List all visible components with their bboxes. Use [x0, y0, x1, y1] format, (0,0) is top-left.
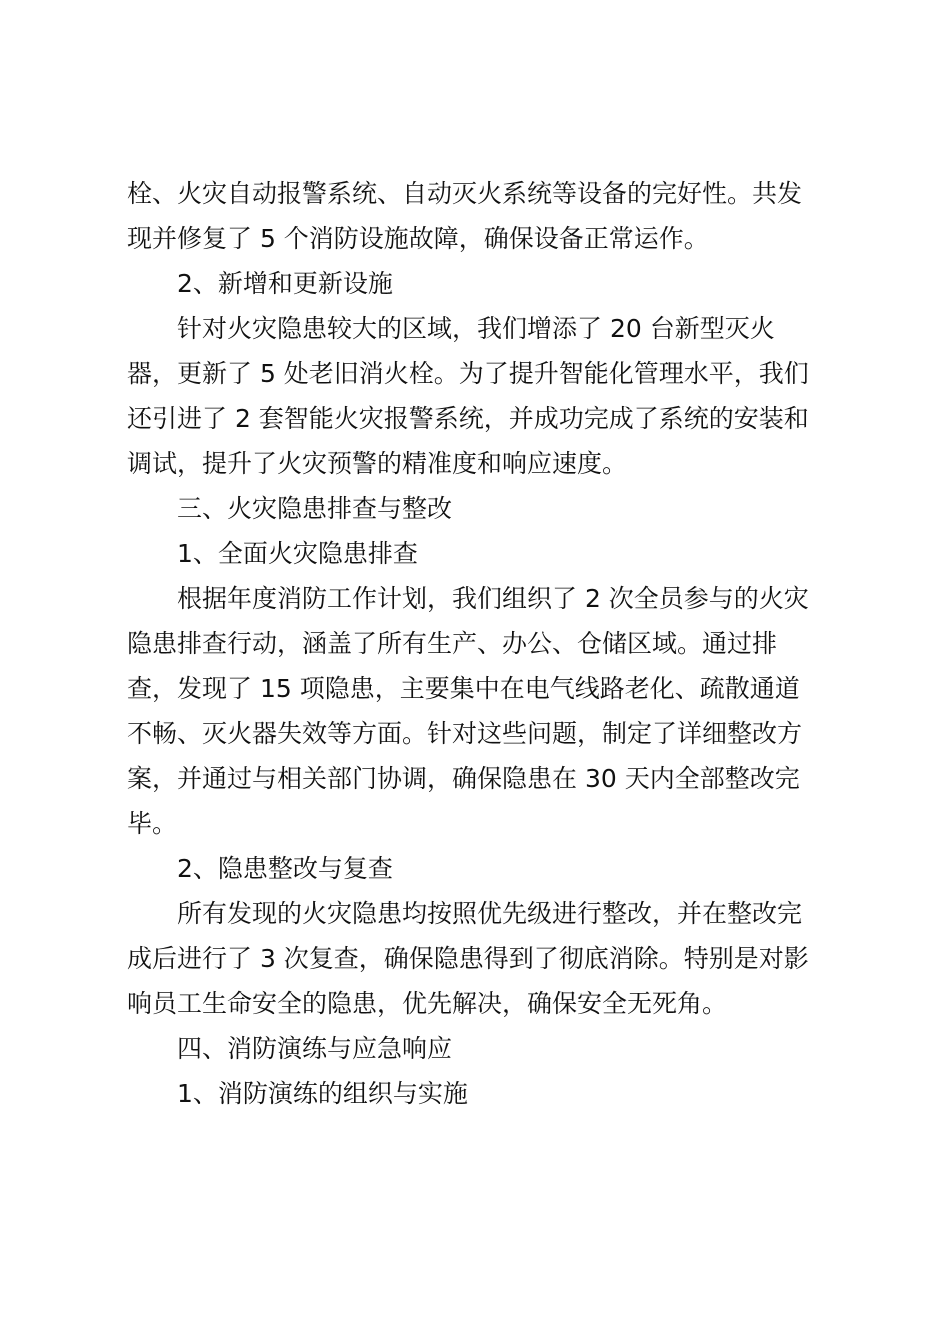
- text-line: 案，并通过与相关部门协调，确保隐患在 30 天内全部整改完: [127, 764, 800, 793]
- document-body: [127, 171, 819, 1116]
- text-line: 毕。: [127, 809, 178, 838]
- section-heading: 三、火灾隐患排查与整改: [177, 494, 453, 523]
- paragraph-start: 根据年度消防工作计划，我们组织了 2 次全员参与的火灾: [177, 584, 809, 613]
- text-line: 查，发现了 15 项隐患，主要集中在电气线路老化、疏散通道: [127, 674, 800, 703]
- text-line: 成后进行了 3 次复查，确保隐患得到了彻底消除。特别是对影: [127, 944, 809, 973]
- text-line: 还引进了 2 套智能火灾报警系统，并成功完成了系统的安装和: [127, 404, 809, 433]
- paragraph-start: 针对火灾隐患较大的区域，我们增添了 20 台新型灭火: [177, 314, 775, 343]
- text-line: 调试，提升了火灾预警的精准度和响应速度。: [127, 449, 628, 478]
- text-line: 现并修复了 5 个消防设施故障，确保设备正常运作。: [127, 224, 709, 253]
- paragraph-start: 所有发现的火灾隐患均按照优先级进行整改，并在整改完: [177, 899, 803, 928]
- section-heading: 四、消防演练与应急响应: [177, 1034, 453, 1063]
- text-line: 不畅、灭火器失效等方面。针对这些问题，制定了详细整改方: [127, 719, 803, 748]
- section-heading: 2、隐患整改与复查: [177, 854, 393, 883]
- text-line: 栓、火灾自动报警系统、自动灭火系统等设备的完好性。共发: [127, 179, 803, 208]
- section-heading: 2、新增和更新设施: [177, 269, 393, 298]
- text-line: 器，更新了 5 处老旧消火栓。为了提升智能化管理水平，我们: [127, 359, 809, 388]
- text-line: 隐患排查行动，涵盖了所有生产、办公、仓储区域。通过排: [127, 629, 778, 658]
- section-heading: 1、消防演练的组织与实施: [177, 1079, 468, 1108]
- text-line: 响员工生命安全的隐患，优先解决，确保安全无死角。: [127, 989, 728, 1018]
- section-heading: 1、全面火灾隐患排查: [177, 539, 418, 568]
